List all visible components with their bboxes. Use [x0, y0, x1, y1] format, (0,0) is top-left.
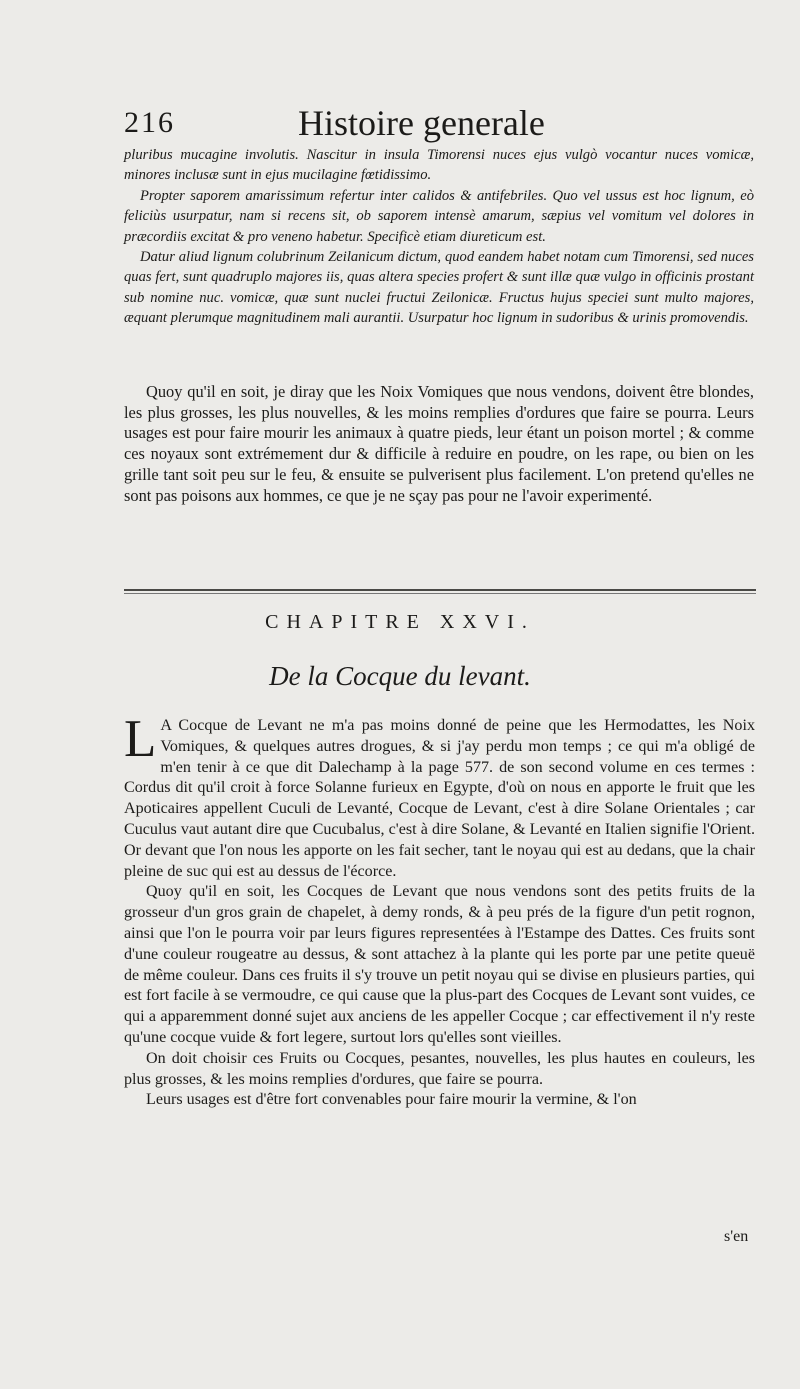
page-number: 216	[124, 106, 175, 139]
page-header	[0, 100, 800, 146]
running-title: Histoire generale	[298, 103, 545, 143]
chapter-heading: CHAPITRE XXVI.	[265, 611, 535, 633]
chapter-body	[124, 710, 755, 1111]
body-paragraph	[124, 710, 755, 882]
section-divider	[124, 589, 756, 591]
body-paragraph: Leurs usages est d'être fort convenables pour faire mourir la vermine, & l'on	[146, 1091, 637, 1109]
french-commentary	[124, 382, 754, 506]
latin-quotation	[124, 145, 754, 329]
drop-cap: L	[124, 710, 157, 768]
chapter-title: De la Cocque du levant.	[269, 661, 531, 691]
body-paragraph-text: A Cocque de Levant ne m'a pas moins donné de peine que les Hermodattes, les Noix Vomiques, & quelques autres drogues, & si j'ay perdu mon temps ; ce qui m'a obligé de m'en tenir à ce que dit Dalechamp à la page 577. de son second volume en ces termes : Cordus dit qu'il croit à force Solanne furieux en Egypte, d'où on nous en apporte le fruit que les Apoticaires appellent Cuculi de Levanté, Cocque de Levant, c'est à dire Solane Orientales ; car Cuculus vaut autant dire que Cucubalus, c'est à dire Solane, & Levanté en Italien signifie l'Orient. Or devant que l'on nous les apporte on les fait secher, tant le noyau qui est au dedans, que la chair pleine de suc qui est au dessus de l'écorce.	[124, 717, 755, 880]
catchword: s'en	[724, 1228, 749, 1245]
latin-paragraph: Datur aliud lignum colubrinum Zeilanicum dictum, quod eandem habet notam cum Timorensi, sed nuces quas fert, sunt quadruplo majores iis, quas altera species profert & sunt illæ quæ vulgo in officinis prostant sub nomine nuc. vomicæ, quæ sunt nuclei fructui Zeilonicæ. Fructus hujus speciei sunt multo majores, æquant plerumque magnitudinem mali aurantii. Usurpatur hoc lignum in sudoribus & urinis promovendis.	[124, 249, 754, 327]
latin-paragraph: pluribus mucagine involutis. Nascitur in insula Timorensi nuces ejus vulgò vocantur nuces vomicæ, minores inclusæ sunt in ejus mucilagine fœtidissimo.	[124, 147, 754, 184]
body-paragraph: Quoy qu'il en soit, les Cocques de Levant que nous vendons sont des petits fruits de la grosseur d'un gros grain de chapelet, à demy ronds, & à peu prés de la figure d'un petit rognon, ainsi que l'on le pourra voir par leurs figures representées à l'Estampe des Dattes. Ces fruits sont d'une couleur rougeatre au dessus, & sont attachez à la plante qui les porte par une petite queuë de même couleur. Dans ces fruits il s'y trouve un petit noyau qui se divise en plusieurs parties, qui est fort facile à se vermoudre, ce qui cause que la plus-part des Cocques de Levant sont vuides, ce qui a apparemment donné sujet aux anciens de les appeller Cocque ; car effectivement il n'y reste qu'une cocque vuide & fort legere, surtout lors qu'elles sont vieilles.	[124, 883, 755, 1046]
latin-paragraph: Propter saporem amarissimum refertur inter calidos & antifebriles. Quo vel ussus est hoc lignum, eò feliciùs usurpatur, nam si recens sit, ob saporem intensè amarum, sæpius vel vomitum vel dolores in præcordiis excitat & pro veneno habetur. Specificè etiam diureticum est.	[124, 187, 754, 245]
section-divider-thin	[124, 593, 756, 594]
french-paragraph: Quoy qu'il en soit, je diray que les Noix Vomiques que nous vendons, doivent être blondes, les plus grosses, les plus nouvelles, & les moins remplies d'ordures que faire se pourra. Leurs usages est pour faire mourir les animaux à quatre pieds, leur étant un poison mortel ; & comme ces noyaux sont extrémement dur & difficile à reduire en poudre, on les rape, ou bien on les grille tant soit peu sur le feu, & ensuite se pulverisent plus facilement. L'on pretend qu'elles ne sont pas poisons aux hommes, ce que je ne sçay pas pour ne l'avoir experimenté.	[124, 382, 754, 505]
body-paragraph: On doit choisir ces Fruits ou Cocques, pesantes, nouvelles, les plus hautes en couleurs, les plus grosses, & les moins remplies d'ordures, que faire se pourra.	[124, 1049, 755, 1088]
